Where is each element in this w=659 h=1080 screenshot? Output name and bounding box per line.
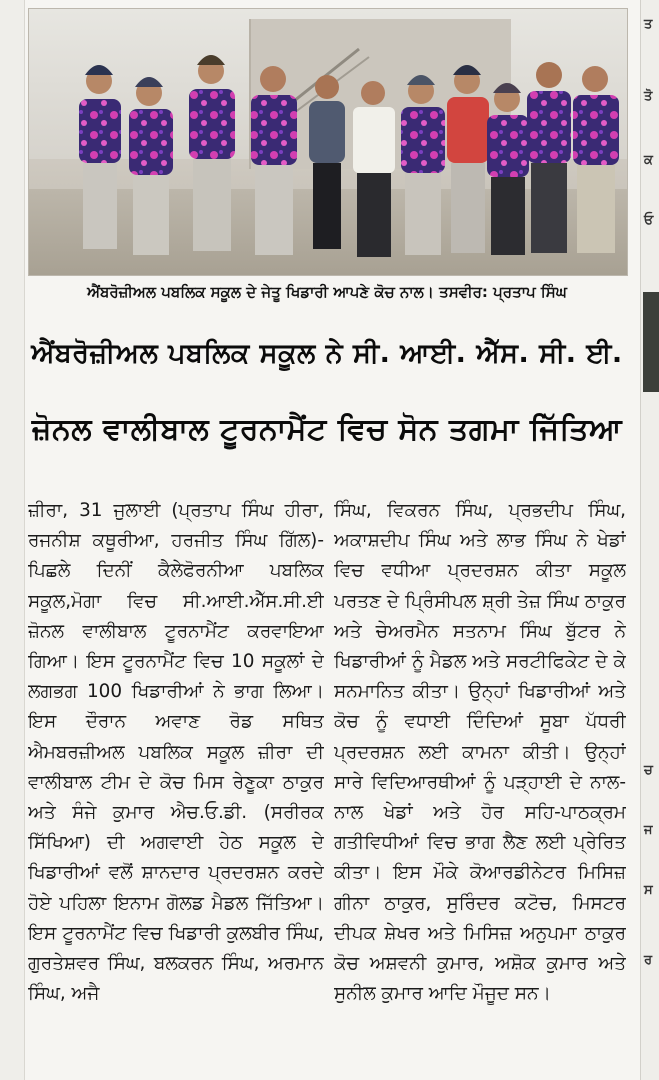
edge-fragment: ਤੋ — [644, 89, 653, 104]
article-column-right — [334, 496, 626, 1076]
edge-fragment: ਸ — [644, 883, 653, 898]
team-photo — [28, 8, 628, 276]
edge-photo-strip — [643, 292, 659, 392]
article-column-left — [28, 496, 324, 1076]
article-text: ਸਿੰਘ, ਵਿਕਰਨ ਸਿੰਘ, ਪ੍ਰਭਦੀਪ ਸਿੰਘ, ਅਕਾਸ਼ਦੀਪ ਸਿੰਘ ਅਤੇ ਲਾਭ ਸਿੰਘ ਨੇ ਖੇਡਾਂ ਵਿਚ ਵਧੀਆ ਪ੍ਰਦਰਸ਼ਨ ਕੀਤਾ ਸਕੂਲ ਪਰਤਣ ਦੇ ਪ੍ਰਿੰਸੀਪਲ ਸ਼੍ਰੀ ਤੇਜ਼ ਸਿੰਘ ਠਾਕੁਰ ਅਤੇ ਚੇਅਰਮੈਨ ਸਤਨਾਮ ਸਿੰਘ ਬੁੱਟਰ ਨੇ ਖਿਡਾਰੀਆਂ ਨੂੰ ਮੈਡਲ ਅਤੇ ਸਰਟੀਫਿਕੇਟ ਦੇ ਕੇ ਸਨਮਾਨਿਤ ਕੀਤਾ। ਉਨ੍ਹਾਂ ਖਿਡਾਰੀਆਂ ਅਤੇ ਕੋਚ ਨੂੰ ਵਧਾਈ ਦਿੰਦਿਆਂ ਸੂਬਾ ਪੱਧਰੀ ਪ੍ਰਦਰਸ਼ਨ ਲਈ ਕਾਮਨਾ ਕੀਤੀ। ਉਨ੍ਹਾਂ ਸਾਰੇ ਵਿਦਿਆਰਥੀਆਂ ਨੂੰ ਪੜ੍ਹਾਈ ਦੇ ਨਾਲ-ਨਾਲ ਖੇਡਾਂ ਅਤੇ ਹੋਰ ਸਹਿ-ਪਾਠਕ੍ਰਮ ਗਤੀਵਿਧੀਆਂ ਵਿਚ ਭਾਗ ਲੈਣ ਲਈ ਪ੍ਰੇਰਿਤ ਕੀਤਾ। ਇਸ ਮੌਕੇ ਕੋਆਰਡੀਨੇਟਰ ਮਿਸਿਜ਼ ਗੀਨਾ ਠਾਕੁਰ, ਸੁਰਿੰਦਰ ਕਟੋਚ, ਮਿਸਟਰ ਦੀਪਕ ਸ਼ੇਖਰ ਅਤੇ ਮਿਸਿਜ਼ ਅਨੁਪਮਾ ਠਾਕੁਰ ਕੋਚ ਅਸ਼ਵਨੀ ਕੁਮਾਰ, ਅਸ਼ੋਕ ਕੁਮਾਰ ਅਤੇ ਸੁਨੀਲ ਕੁਮਾਰ ਆਦਿ ਮੌਜੂਦ ਸਨ। — [334, 500, 626, 1005]
adjacent-page-left-edge — [0, 0, 25, 1080]
edge-fragment: ਜ — [644, 823, 653, 838]
photo-caption: ਐਂਬਰੋਜ਼ੀਅਲ ਪਬਲਿਕ ਸਕੂਲ ਦੇ ਜੇਤੂ ਖਿਡਾਰੀ ਆਪਣੇ ਕੋਚ ਨਾਲ। ਤਸਵੀਰ: ਪ੍ਰਤਾਪ ਸਿੰਘ — [87, 283, 567, 301]
article-text: ਜ਼ੀਰਾ, 31 ਜੁਲਾਈ (ਪ੍ਰਤਾਪ ਸਿੰਘ ਹੀਰਾ, ਰਜਨੀਸ਼ ਕਥੂਰੀਆ, ਹਰਜੀਤ ਸਿੰਘ ਗਿੱਲ)- ਪਿਛਲੇ ਦਿਨੀਂ ਕੈਲੇਫੋਰਨੀਆ ਪਬਲਿਕ ਸਕੂਲ,ਮੋਗਾ ਵਿਚ ਸੀ.ਆਈ.ਐੱਸ.ਸੀ.ਈ ਜ਼ੋਨਲ ਵਾਲੀਬਾਲ ਟੂਰਨਾਮੈਂਟ ਕਰਵਾਇਆ ਗਿਆ। ਇਸ ਟੂਰਨਾਮੈਂਟ ਵਿਚ 10 ਸਕੂਲਾਂ ਦੇ ਲਗਭਗ 100 ਖਿਡਾਰੀਆਂ ਨੇ ਭਾਗ ਲਿਆ। ਇਸ ਦੌਰਾਨ ਅਵਾਣ ਰੋਡ ਸਥਿਤ ਐਮਬਰਜ਼ੀਅਲ ਪਬਲਿਕ ਸਕੂਲ ਜ਼ੀਰਾ ਦੀ ਵਾਲੀਬਾਲ ਟੀਮ ਦੇ ਕੋਚ ਮਿਸ ਰੇਣੂਕਾ ਠਾਕੁਰ ਅਤੇ ਸੰਜੇ ਕੁਮਾਰ ਐਚ.ਓ.ਡੀ. (ਸਰੀਰਕ ਸਿੱਖਿਆ) ਦੀ ਅਗਵਾਈ ਹੇਠ ਸਕੂਲ ਦੇ ਖਿਡਾਰੀਆਂ ਵਲੋਂ ਸ਼ਾਨਦਾਰ ਪ੍ਰਦਰਸ਼ਨ ਕਰਦੇ ਹੋਏ ਪਹਿਲਾ ਇਨਾਮ ਗੋਲਡ ਮੈਡਲ ਜਿੱਤਿਆ। ਇਸ ਟੂਰਨਾਮੈਂਟ ਵਿਚ ਖਿਡਾਰੀ ਕੁਲਬੀਰ ਸਿੰਘ, ਗੁਰਤੇਸ਼ਵਰ ਸਿੰਘ, ਬਲਕਰਨ ਸਿੰਘ, ਅਰਮਾਨ ਸਿੰਘ, ਅਜੈ — [28, 500, 324, 1005]
edge-fragment: ਕ — [644, 153, 653, 168]
headline-line-2: ਜ਼ੋਨਲ ਵਾਲੀਬਾਲ ਟੂਰਨਾਮੈਂਟ ਵਿਚ ਸੋਨ ਤਗਮਾ ਜਿੱਤਿਆ — [31, 412, 623, 447]
edge-fragment: ਚ — [644, 763, 653, 778]
adjacent-page-right-edge — [640, 0, 659, 1080]
edge-fragment: ਤ — [644, 17, 653, 32]
group-photo-icon — [29, 9, 627, 275]
edge-fragment: ਰ — [644, 953, 653, 968]
edge-fragment: ਓ — [644, 213, 654, 228]
headline-line-1: ਐਂਬਰੋਜ਼ੀਅਲ ਪਬਲਿਕ ਸਕੂਲ ਨੇ ਸੀ. ਆਈ. ਐੱਸ. ਸੀ. ਈ. — [31, 338, 623, 369]
